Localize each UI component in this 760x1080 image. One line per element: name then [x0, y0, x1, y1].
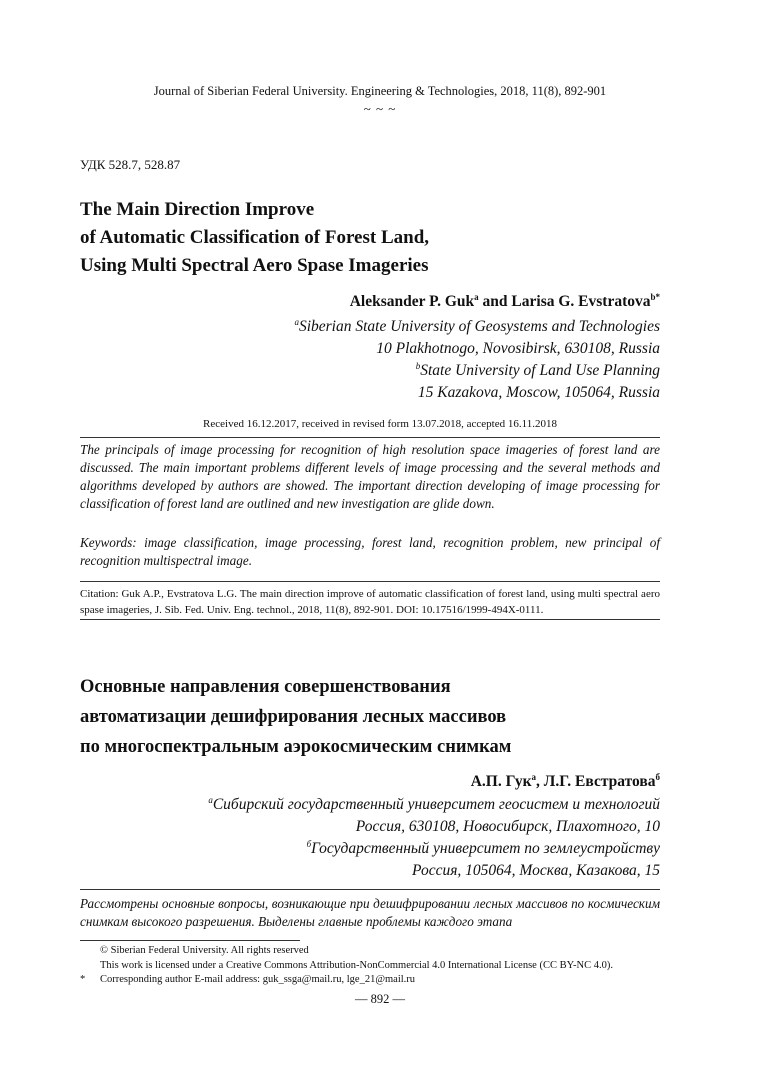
- affiliation-line: [294, 316, 660, 338]
- footnotes: [80, 944, 680, 988]
- english-keywords: Keywords: image classification, image processing, forest land, recognition problem, new principal of recognition multispectral image.: [80, 535, 660, 568]
- received-dates: Received 16.12.2017, received in revised form 13.07.2018, accepted 16.11.2018: [203, 418, 557, 430]
- russian-authors: [471, 773, 660, 791]
- russian-title-line: Основные направления совершенствования: [80, 677, 451, 697]
- author-separator: ,: [536, 773, 544, 790]
- affiliation-address: Россия, 105064, Москва, Казакова, 15: [412, 862, 660, 879]
- copyright-note: © Siberian Federal University. All rights reserved: [100, 945, 309, 956]
- author-name: А.П. Гук: [470, 773, 532, 790]
- russian-title-line: по многоспектральным аэрокосмическим снимкам: [80, 737, 512, 757]
- english-title-line: Using Multi Spectral Aero Spase Imageries: [80, 255, 429, 276]
- affiliation-name: Siberian State University of Geosystems and Technologies: [298, 318, 660, 335]
- english-affiliations: [294, 316, 660, 404]
- affiliation-address: Россия, 630108, Новосибирск, Плахотного, 10: [355, 818, 660, 835]
- rule-above-russian-abstract: [80, 889, 660, 890]
- rule-below-citation: [80, 619, 660, 620]
- page-number: — 892 —: [355, 992, 405, 1006]
- affiliation-line: [208, 838, 660, 860]
- corresponding-email: Corresponding author E-mail address: guk_ssga@mail.ru, lge_21@mail.ru: [100, 974, 416, 985]
- affiliation-superscript: a: [294, 316, 299, 327]
- footnote-star: *: [80, 974, 86, 985]
- russian-title-line: автоматизации дешифрирования лесных массивов: [80, 707, 507, 727]
- russian-affiliations: [208, 794, 660, 882]
- affiliation-name: Сибирский государственный университет геосистем и технологий: [212, 796, 660, 813]
- english-title-line: of Automatic Classification of Forest Land,: [80, 227, 430, 248]
- author-superscript: б: [655, 771, 660, 782]
- udk-code: УДК 528.7, 528.87: [80, 157, 181, 172]
- english-title-line: The Main Direction Improve: [80, 199, 315, 220]
- footnote-rule: [80, 940, 300, 941]
- author-superscript: b*: [650, 291, 660, 302]
- english-abstract: The principals of image processing for recognition of high resolution space imageries of forest land are discussed. The main important problems different levels of image processing and the several methods and algorithms developed by authors are showed. The important direction developing of image processing for classification of forest land are outlined and new investigation are glide down.: [80, 442, 660, 511]
- english-authors: [350, 293, 660, 311]
- rule-above-citation: [80, 581, 660, 582]
- header-ornament: ~ ~ ~: [363, 101, 397, 116]
- journal-header: Journal of Siberian Federal University. Engineering & Technologies, 2018, 11(8), 892-901: [153, 84, 607, 98]
- affiliation-address: 10 Plakhotnogo, Novosibirsk, 630108, Russia: [376, 340, 660, 357]
- author-superscript: а: [531, 771, 537, 782]
- affiliation-line: [294, 360, 660, 382]
- author-name: Л.Г. Евстратова: [543, 773, 656, 790]
- affiliation-address: 15 Kazakova, Moscow, 105064, Russia: [417, 384, 660, 401]
- affiliation-superscript: b: [415, 360, 421, 371]
- english-title: [80, 196, 429, 280]
- affiliation-name: Государственный университет по землеустройству: [311, 840, 660, 857]
- corresponding-note: [80, 973, 680, 988]
- author-conjunction: and: [478, 293, 512, 310]
- russian-title: [80, 672, 511, 762]
- affiliation-superscript: б: [306, 838, 312, 849]
- affiliation-name: State University of Land Use Planning: [420, 362, 660, 379]
- author-name: Aleksander P. Guk: [349, 293, 475, 310]
- author-superscript: a: [474, 291, 479, 302]
- citation: Citation: Guk A.P., Evstratova L.G. The main direction improve of automatic classification of forest land, using multi spectral aero spase imageries, J. Sib. Fed. Univ. Eng. technol., 2018, 11(8), 892-901. DOI: 10.17516/1999-494X-0111.: [80, 588, 660, 616]
- license-note: This work is licensed under a Creative Commons Attribution-NonCommercial 4.0 International License (CC BY-NC 4.0).: [100, 959, 613, 971]
- rule-above-abstract: [80, 437, 660, 438]
- affiliation-line: [208, 794, 660, 816]
- author-name: Larisa G. Evstratova: [511, 293, 651, 310]
- russian-abstract: Рассмотрены основные вопросы, возникающие при дешифрировании лесных массивов по космическим снимкам высокого разрешения. Выделены главные проблемы каждого этапа: [80, 896, 660, 929]
- affiliation-superscript: а: [208, 794, 213, 805]
